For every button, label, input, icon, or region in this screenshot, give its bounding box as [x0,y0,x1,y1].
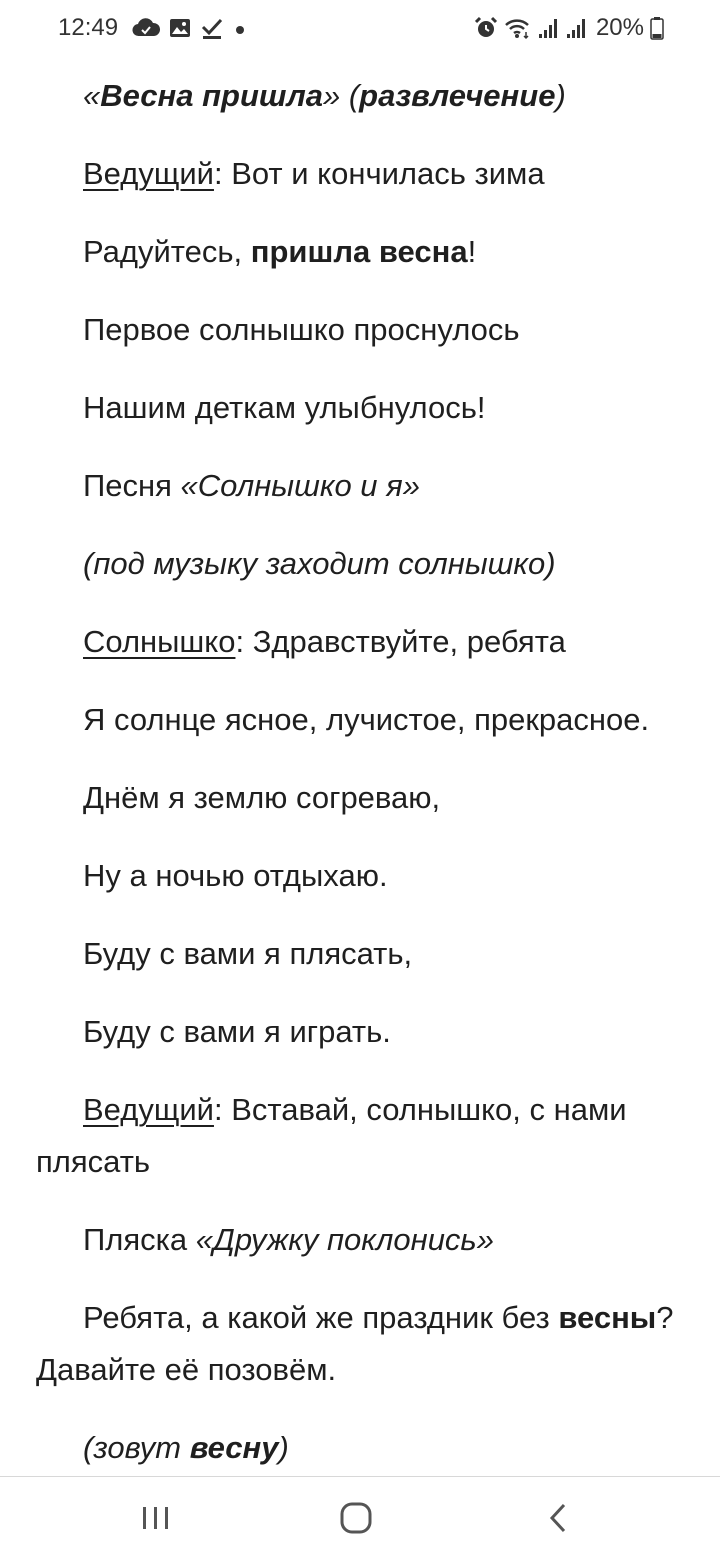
document-paragraph [36,616,676,668]
text-run: Первое солнышко проснулось [83,312,520,347]
text-run: весну [189,1430,279,1465]
document-paragraph [36,850,676,902]
text-run: Ведущий [83,156,214,191]
document-paragraph [36,460,676,512]
text-run: Я солнце ясное, лучистое, прекрасное. [83,702,650,737]
status-left [58,12,248,44]
text-run: (под музыку заходит солнышко) [83,546,556,581]
battery-icon [650,16,664,40]
text-run: Весна пришла [100,78,323,113]
document-paragraph [36,772,676,824]
text-run: ) [278,1430,289,1465]
text-run: весны [558,1300,657,1335]
document-paragraph [36,148,676,200]
recent-apps-icon [141,1505,171,1536]
document-paragraph [36,538,676,590]
document-paragraph [36,382,676,434]
text-run: «Солнышко и я» [180,468,420,503]
document-paragraph [36,1422,676,1474]
notification-dot-icon [232,16,248,40]
document-paragraph [36,1006,676,1058]
navigation-bar [0,1476,720,1561]
back-icon [547,1502,569,1539]
text-run: ! [467,234,477,269]
home-button[interactable] [326,1497,386,1543]
document-paragraph [36,304,676,356]
text-run: (зовут [83,1430,190,1465]
text-run: Песня [83,468,181,503]
recent-apps-button[interactable] [126,1497,186,1543]
alarm-icon [474,16,498,40]
text-run: Буду с вами я играть. [83,1014,391,1049]
text-run: » ( [322,78,360,113]
text-run: ) [555,78,566,113]
text-run: развлечение [359,78,556,113]
document-paragraph [36,694,676,746]
wifi-icon [504,16,532,40]
text-run: Ну а ночью отдыхаю. [83,858,388,893]
text-run: «Дружку поклонись» [195,1222,494,1257]
download-check-icon [200,16,224,40]
text-run: : Здравствуйте, ребята [235,624,566,659]
document-content [36,70,676,1500]
signal-2-icon [566,16,588,40]
text-run: Солнышко [83,624,236,659]
text-run: Днём я землю согреваю, [83,780,441,815]
text-run: пришла весна [250,234,468,269]
gallery-icon [168,16,192,40]
document-paragraph [36,1292,676,1396]
status-bar [0,0,720,56]
text-run: : Вот и кончилась зима [213,156,545,191]
document-paragraph [36,226,676,278]
document-paragraph [36,1214,676,1266]
text-run: « [83,78,101,113]
document-paragraph [36,928,676,980]
signal-1-icon [538,16,560,40]
status-right [474,12,664,44]
text-run: ? Давайте её позовём. [36,1300,674,1387]
text-run: Нашим деткам улыбнулось! [83,390,486,425]
cloud-icon [132,17,160,39]
text-run: Ведущий [83,1092,214,1127]
document-paragraph [36,1084,676,1188]
text-run: Пляска [83,1222,196,1257]
back-button[interactable] [528,1497,588,1543]
text-run: Радуйтесь, [83,234,251,269]
text-run: Буду с вами я плясать, [83,936,413,971]
text-run: : Вставай, солнышко, с нами плясать [36,1092,627,1179]
document-title [36,70,676,122]
home-icon [339,1501,373,1540]
status-time: 12:49 [58,14,119,41]
battery-percent: 20% [595,14,644,41]
text-run: Ребята, а какой же праздник без [83,1300,559,1335]
